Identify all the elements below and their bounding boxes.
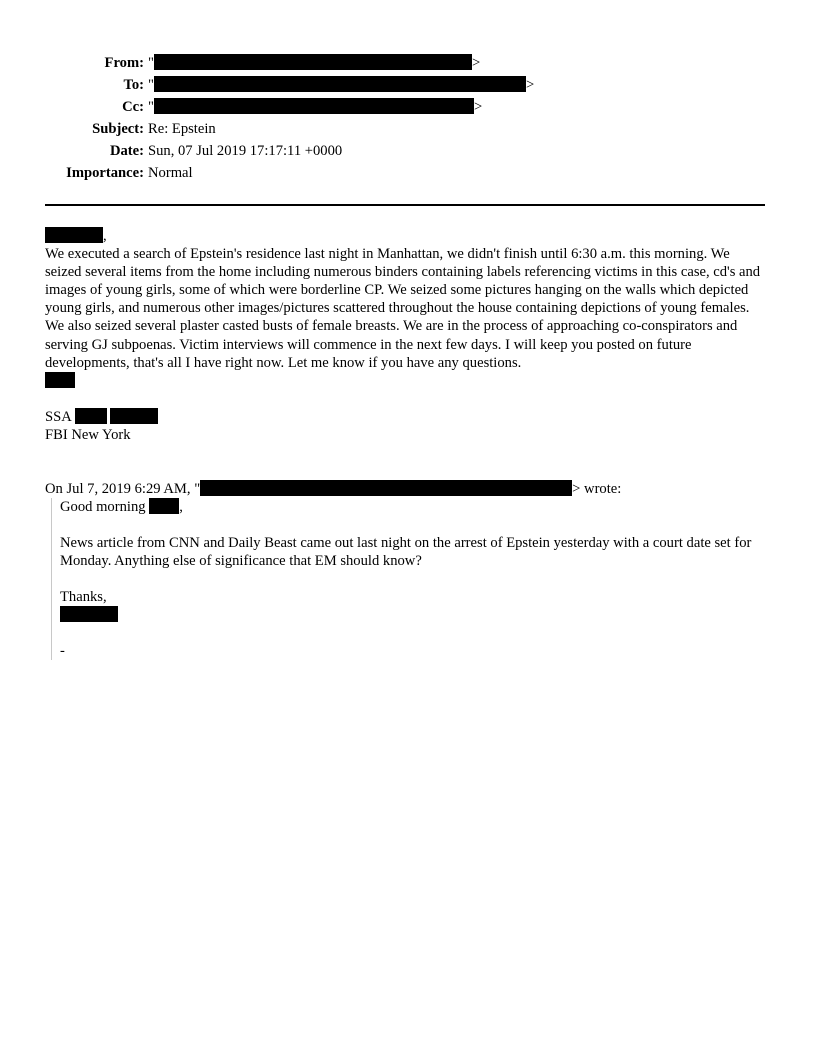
body-greeting: , — [45, 227, 767, 245]
importance-label: Importance: — [66, 165, 144, 181]
cc-value: " > — [148, 99, 483, 115]
signature-title: SSA — [45, 408, 71, 425]
subject-label: Subject: — [92, 121, 144, 137]
cc-label: Cc: — [122, 99, 144, 115]
from-label: From: — [104, 55, 144, 71]
email-header — [0, 53, 816, 185]
to-row — [0, 75, 816, 97]
signature-title-line — [45, 408, 767, 426]
to-label: To: — [123, 77, 144, 93]
quoted-sender — [60, 606, 776, 624]
redaction-box — [200, 480, 572, 496]
quoted-closing: Thanks, — [60, 589, 107, 605]
redaction-box — [45, 372, 75, 388]
quoted-greeting-line: Good morning , — [60, 499, 183, 515]
quoted-message — [51, 498, 776, 660]
quoted-trailer: - — [60, 643, 65, 659]
redaction-box — [154, 98, 474, 114]
from-row — [0, 53, 816, 75]
date-label: Date: — [109, 143, 144, 159]
quote-attribution: On Jul 7, 2019 6:29 AM, " > wrote: — [45, 481, 622, 497]
quoted-greeting: Good morning — [60, 499, 146, 515]
signature-office: FBI New York — [45, 426, 131, 443]
quoted-paragraph: News article from CNN and Daily Beast came out last night on the arrest of Epstein yesterday with a court date set for Monday. Anything else of significance that EM should know? — [60, 535, 752, 569]
body-signoff — [45, 372, 767, 390]
body-paragraph: We executed a search of Epstein's residence last night in Manhattan, we didn't finish until 6:30 a.m. this morning. We seized several items from the home including numerous binders containing labels referencing victims in this case, cd's and images of young girls, some of which were borderline CP. We seized some pictures hanging on the walls which depicted young girls, and numerous other images/pictures scattered throughout the house containing depictions of young females. We also seized several plaster casted busts of female breasts. We are in the process of approaching co-conspirators and serving GJ subpoenas. Victim interviews will commence in the next few days. I will keep you posted on future developments, that's all I have right now. Let me know if you have any questions. — [45, 246, 761, 371]
header-divider — [45, 204, 765, 206]
redaction-box — [45, 227, 103, 243]
redaction-box — [75, 408, 107, 424]
subject-row — [0, 119, 816, 141]
email-body — [45, 227, 767, 444]
cc-row — [0, 97, 816, 119]
from-value: " > — [148, 55, 481, 71]
redaction-box — [110, 408, 158, 424]
redaction-box — [60, 606, 118, 622]
redaction-box — [149, 498, 179, 514]
redaction-box — [154, 54, 472, 70]
date-row — [0, 141, 816, 163]
to-value: " > — [148, 77, 535, 93]
date-value: Sun, 07 Jul 2019 17:17:11 +0000 — [148, 143, 343, 159]
redaction-box — [154, 76, 526, 92]
importance-value: Normal — [148, 165, 193, 181]
importance-row — [0, 163, 816, 185]
subject-value: Re: Epstein — [148, 121, 216, 137]
